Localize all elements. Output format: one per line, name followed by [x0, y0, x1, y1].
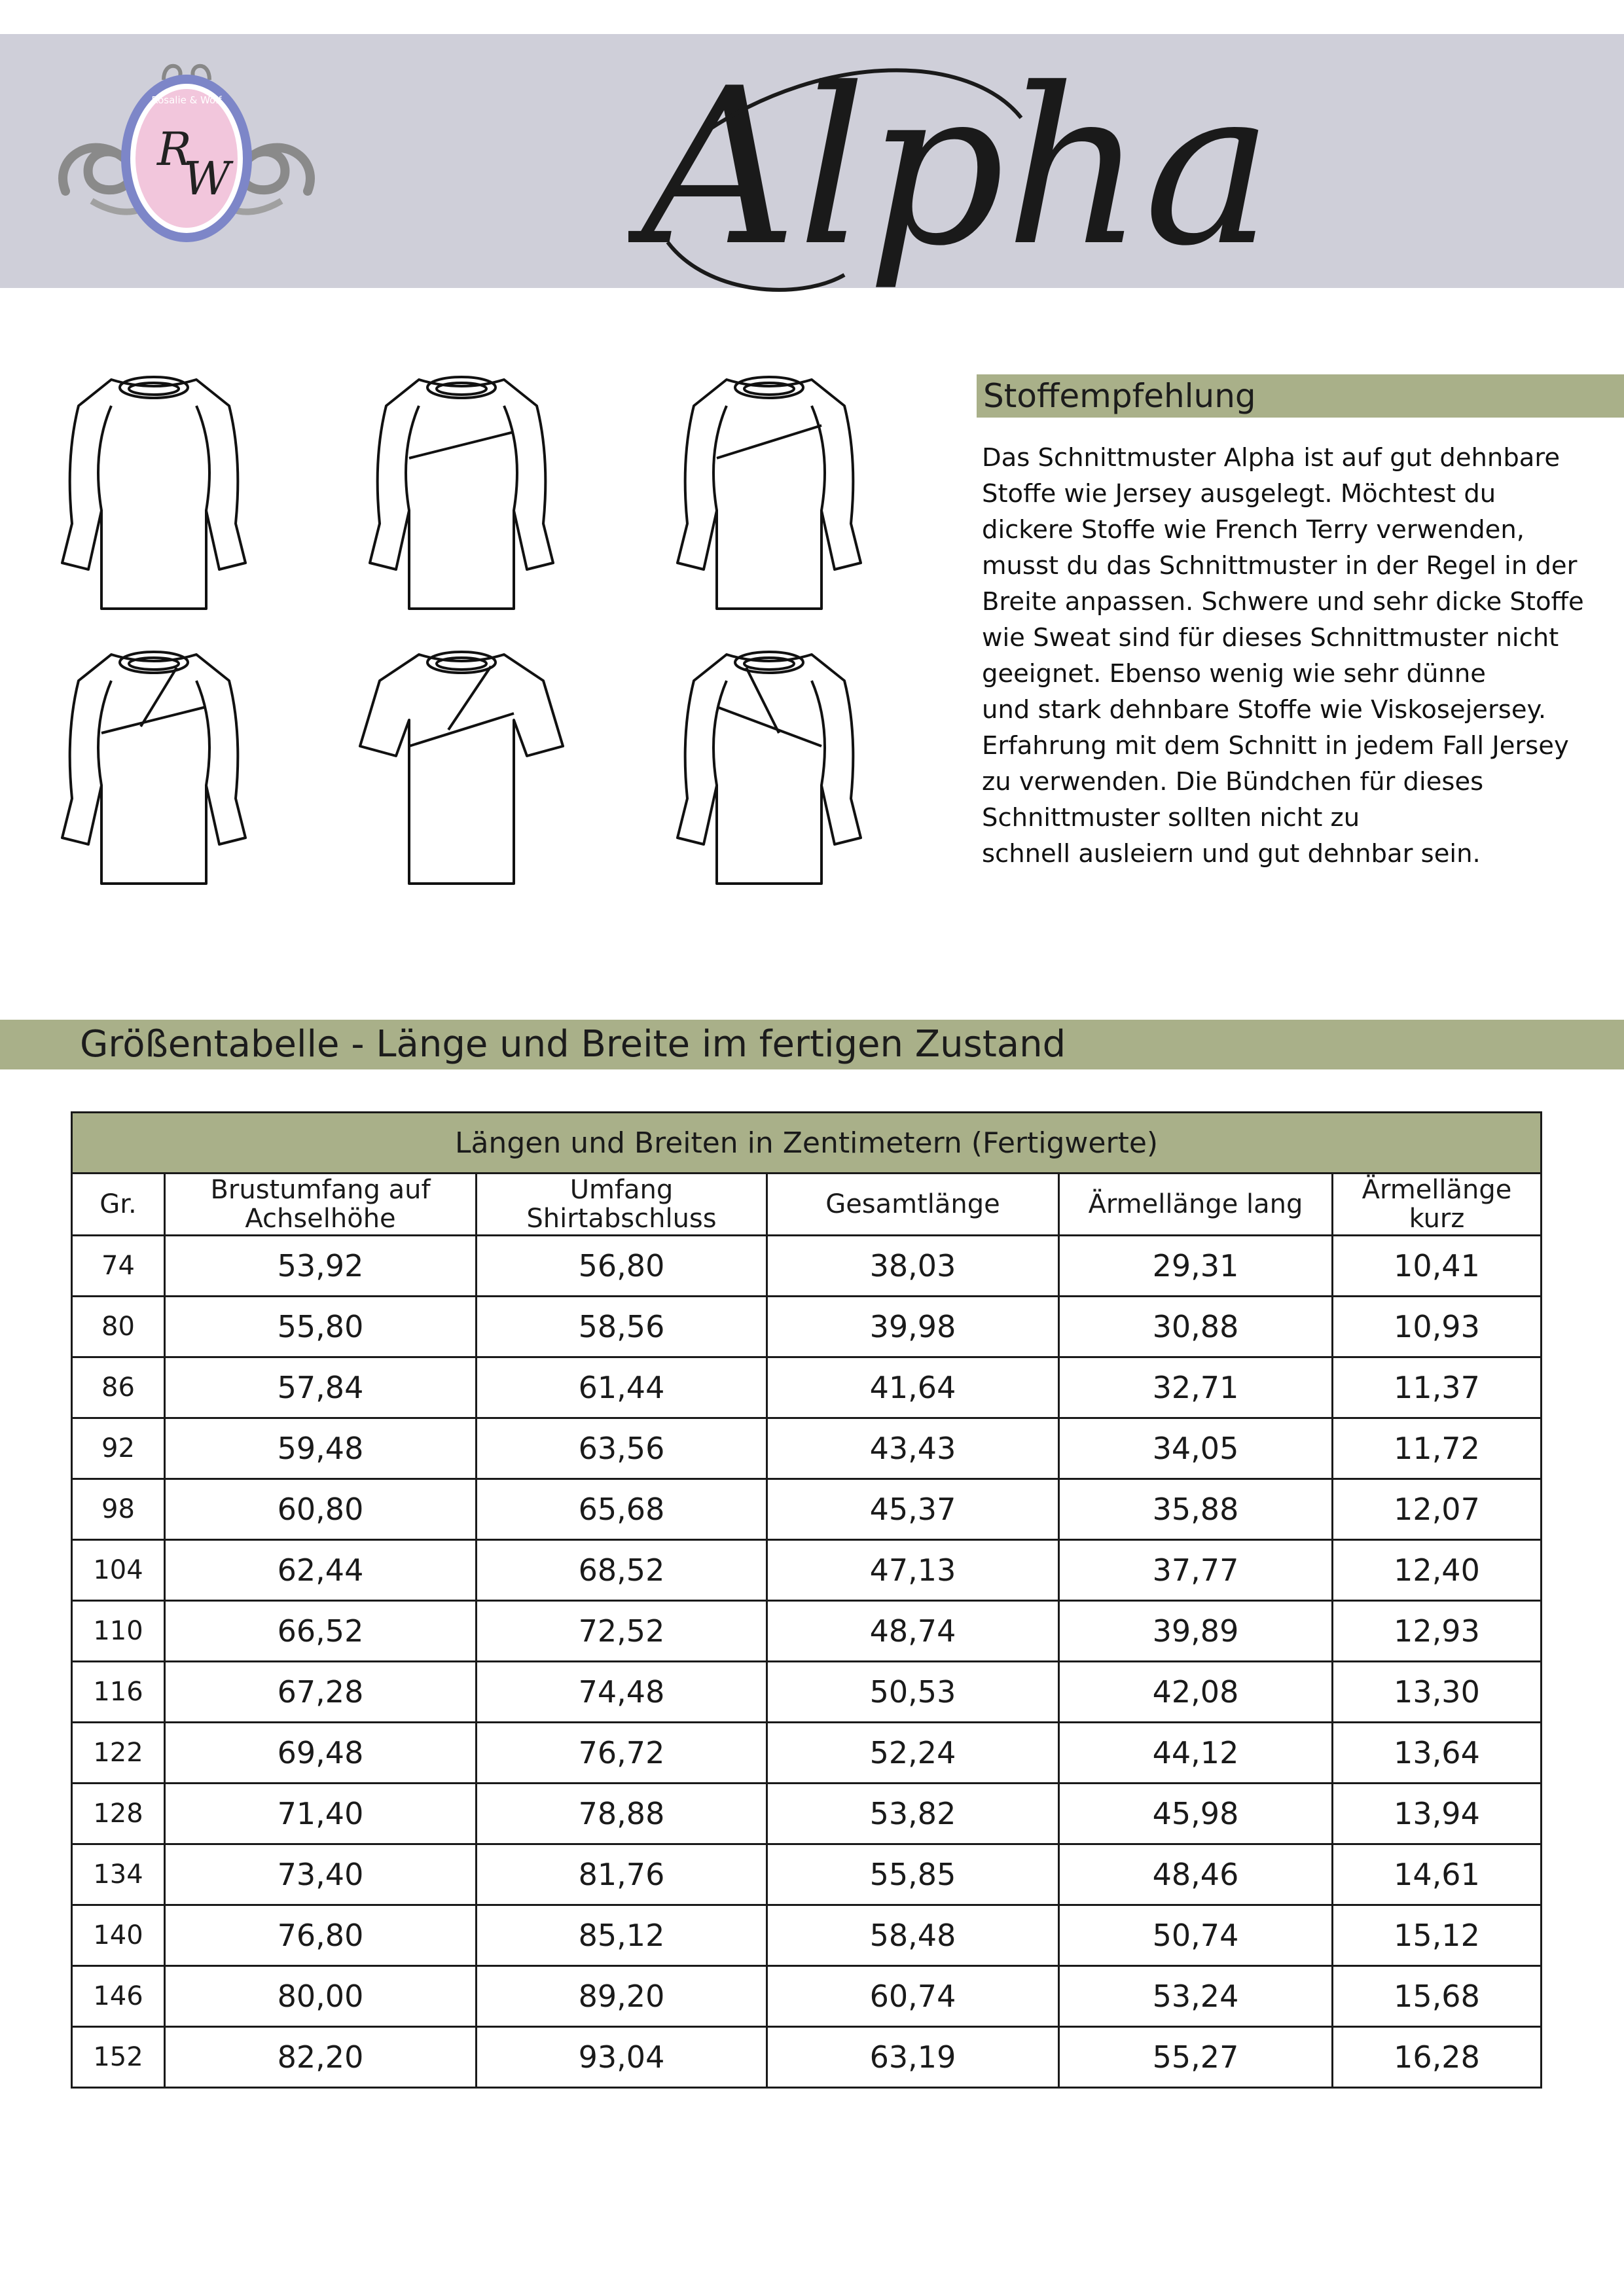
- table-row: [72, 1966, 1542, 2027]
- table-row: [72, 1601, 1542, 1662]
- column-header-sleeve-long: Ärmellänge lang: [1059, 1174, 1333, 1236]
- table-row: [72, 2027, 1542, 2088]
- size-cell: 98: [72, 1479, 165, 1540]
- value-cell: 81,76: [477, 1844, 767, 1905]
- value-cell: 11,72: [1333, 1418, 1542, 1479]
- value-cell: 62,44: [165, 1540, 477, 1601]
- fabric-line: Das Schnittmuster Alpha ist auf gut dehnbare: [982, 443, 1561, 473]
- table-row: [72, 1236, 1542, 1297]
- size-cell: 92: [72, 1418, 165, 1479]
- column-header-hem: Umfang Shirtabschluss: [477, 1174, 767, 1236]
- size-cell: 128: [72, 1784, 165, 1844]
- value-cell: 29,31: [1059, 1236, 1333, 1297]
- value-cell: 13,94: [1333, 1784, 1542, 1844]
- table-row: [72, 1784, 1542, 1844]
- column-header-chest: Brustumfang auf Achselhöhe: [165, 1174, 477, 1236]
- table-row: [72, 1905, 1542, 1966]
- size-cell: 104: [72, 1540, 165, 1601]
- pattern-title: [628, 26, 1610, 327]
- value-cell: 63,19: [767, 2027, 1059, 2088]
- value-cell: 63,56: [477, 1418, 767, 1479]
- table-row: [72, 1297, 1542, 1357]
- value-cell: 60,74: [767, 1966, 1059, 2027]
- sketch-shirt-4: [62, 652, 245, 884]
- fabric-line: geeignet. Ebenso wenig wie sehr dünne: [982, 659, 1486, 689]
- value-cell: 52,24: [767, 1723, 1059, 1784]
- value-cell: 61,44: [477, 1357, 767, 1418]
- value-cell: 47,13: [767, 1540, 1059, 1601]
- fabric-line: wie Sweat sind für dieses Schnittmuster nicht: [982, 623, 1559, 653]
- size-cell: 74: [72, 1236, 165, 1297]
- fabric-line: zu verwenden. Die Bündchen für dieses: [982, 767, 1484, 797]
- table-row: [72, 1844, 1542, 1905]
- value-cell: 85,12: [477, 1905, 767, 1966]
- value-cell: 50,74: [1059, 1905, 1333, 1966]
- size-table: [71, 1111, 1540, 2089]
- fabric-line: Schnittmuster sollten nicht zu: [982, 803, 1360, 833]
- svg-text:R: R: [157, 122, 192, 176]
- value-cell: 58,56: [477, 1297, 767, 1357]
- value-cell: 45,37: [767, 1479, 1059, 1540]
- value-cell: 10,93: [1333, 1297, 1542, 1357]
- fabric-line: Stoffe wie Jersey ausgelegt. Möchtest du: [982, 479, 1496, 509]
- logo-ring-text: Rosalie & Wolf: [151, 94, 222, 106]
- size-cell: 134: [72, 1844, 165, 1905]
- column-header-sleeve-short: Ärmellänge kurz: [1333, 1174, 1542, 1236]
- sketch-shirt-3: [677, 377, 861, 609]
- size-table-heading: Größentabelle - Länge und Breite im fertigen Zustand: [0, 1020, 1624, 1069]
- value-cell: 72,52: [477, 1601, 767, 1662]
- table-row: [72, 1479, 1542, 1540]
- value-cell: 11,37: [1333, 1357, 1542, 1418]
- value-cell: 14,61: [1333, 1844, 1542, 1905]
- sketch-shirt-1: [62, 377, 245, 609]
- value-cell: 13,64: [1333, 1723, 1542, 1784]
- garment-sketches: [20, 353, 962, 916]
- value-cell: 55,27: [1059, 2027, 1333, 2088]
- value-cell: 50,53: [767, 1662, 1059, 1723]
- value-cell: 10,41: [1333, 1236, 1542, 1297]
- value-cell: 45,98: [1059, 1784, 1333, 1844]
- value-cell: 15,12: [1333, 1905, 1542, 1966]
- value-cell: 39,98: [767, 1297, 1059, 1357]
- value-cell: 73,40: [165, 1844, 477, 1905]
- value-cell: 32,71: [1059, 1357, 1333, 1418]
- value-cell: 93,04: [477, 2027, 767, 2088]
- value-cell: 82,20: [165, 2027, 477, 2088]
- value-cell: 12,07: [1333, 1479, 1542, 1540]
- fabric-description: [982, 440, 1610, 872]
- svg-text:W: W: [183, 152, 230, 206]
- table-row: [72, 1540, 1542, 1601]
- value-cell: 43,43: [767, 1418, 1059, 1479]
- value-cell: 53,82: [767, 1784, 1059, 1844]
- value-cell: 41,64: [767, 1357, 1059, 1418]
- value-cell: 12,40: [1333, 1540, 1542, 1601]
- table-row: [72, 1357, 1542, 1418]
- value-cell: 16,28: [1333, 2027, 1542, 2088]
- size-table-body: [72, 1236, 1542, 2088]
- size-cell: 146: [72, 1966, 165, 2027]
- value-cell: 55,80: [165, 1297, 477, 1357]
- fabric-heading: Stoffempfehlung: [977, 374, 1624, 418]
- value-cell: 37,77: [1059, 1540, 1333, 1601]
- value-cell: 55,85: [767, 1844, 1059, 1905]
- value-cell: 48,46: [1059, 1844, 1333, 1905]
- value-cell: 42,08: [1059, 1662, 1333, 1723]
- value-cell: 76,72: [477, 1723, 767, 1784]
- size-cell: 86: [72, 1357, 165, 1418]
- value-cell: 68,52: [477, 1540, 767, 1601]
- sketch-shirt-2: [370, 377, 553, 609]
- value-cell: 80,00: [165, 1966, 477, 2027]
- size-cell: 110: [72, 1601, 165, 1662]
- value-cell: 53,24: [1059, 1966, 1333, 2027]
- fabric-line: Breite anpassen. Schwere und sehr dicke Stoffe: [982, 587, 1584, 617]
- sketch-shirt-6: [677, 652, 861, 884]
- fabric-line: musst du das Schnittmuster in der Regel in der: [982, 551, 1578, 581]
- value-cell: 59,48: [165, 1418, 477, 1479]
- value-cell: 71,40: [165, 1784, 477, 1844]
- size-cell: 116: [72, 1662, 165, 1723]
- size-cell: 152: [72, 2027, 165, 2088]
- brand-logo: [52, 60, 321, 257]
- fabric-line: dickere Stoffe wie French Terry verwenden,: [982, 515, 1525, 545]
- value-cell: 65,68: [477, 1479, 767, 1540]
- value-cell: 89,20: [477, 1966, 767, 2027]
- value-cell: 48,74: [767, 1601, 1059, 1662]
- value-cell: 13,30: [1333, 1662, 1542, 1723]
- size-cell: 122: [72, 1723, 165, 1784]
- value-cell: 44,12: [1059, 1723, 1333, 1784]
- value-cell: 67,28: [165, 1662, 477, 1723]
- value-cell: 35,88: [1059, 1479, 1333, 1540]
- value-cell: 12,93: [1333, 1601, 1542, 1662]
- size-cell: 80: [72, 1297, 165, 1357]
- value-cell: 60,80: [165, 1479, 477, 1540]
- value-cell: 66,52: [165, 1601, 477, 1662]
- sketch-shirt-5: [360, 652, 563, 884]
- table-row: [72, 1723, 1542, 1784]
- column-header-size: Gr.: [72, 1174, 165, 1236]
- fabric-line: schnell ausleiern und gut dehnbar sein.: [982, 839, 1481, 869]
- fabric-line: Erfahrung mit dem Schnitt in jedem Fall Jersey: [982, 731, 1569, 761]
- value-cell: 30,88: [1059, 1297, 1333, 1357]
- value-cell: 53,92: [165, 1236, 477, 1297]
- value-cell: 74,48: [477, 1662, 767, 1723]
- value-cell: 38,03: [767, 1236, 1059, 1297]
- value-cell: 34,05: [1059, 1418, 1333, 1479]
- table-row: [72, 1662, 1542, 1723]
- value-cell: 69,48: [165, 1723, 477, 1784]
- value-cell: 78,88: [477, 1784, 767, 1844]
- table-caption: Längen und Breiten in Zentimetern (Fertigwerte): [72, 1113, 1542, 1174]
- size-cell: 140: [72, 1905, 165, 1966]
- fabric-line: und stark dehnbare Stoffe wie Viskosejersey.: [982, 695, 1547, 725]
- value-cell: 76,80: [165, 1905, 477, 1966]
- logo-emblem-icon: [52, 60, 321, 257]
- value-cell: 58,48: [767, 1905, 1059, 1966]
- value-cell: 15,68: [1333, 1966, 1542, 2027]
- value-cell: 39,89: [1059, 1601, 1333, 1662]
- value-cell: 57,84: [165, 1357, 477, 1418]
- pattern-title-text: Alpha: [641, 42, 1273, 293]
- table-row: [72, 1418, 1542, 1479]
- column-header-length: Gesamtlänge: [767, 1174, 1059, 1236]
- value-cell: 56,80: [477, 1236, 767, 1297]
